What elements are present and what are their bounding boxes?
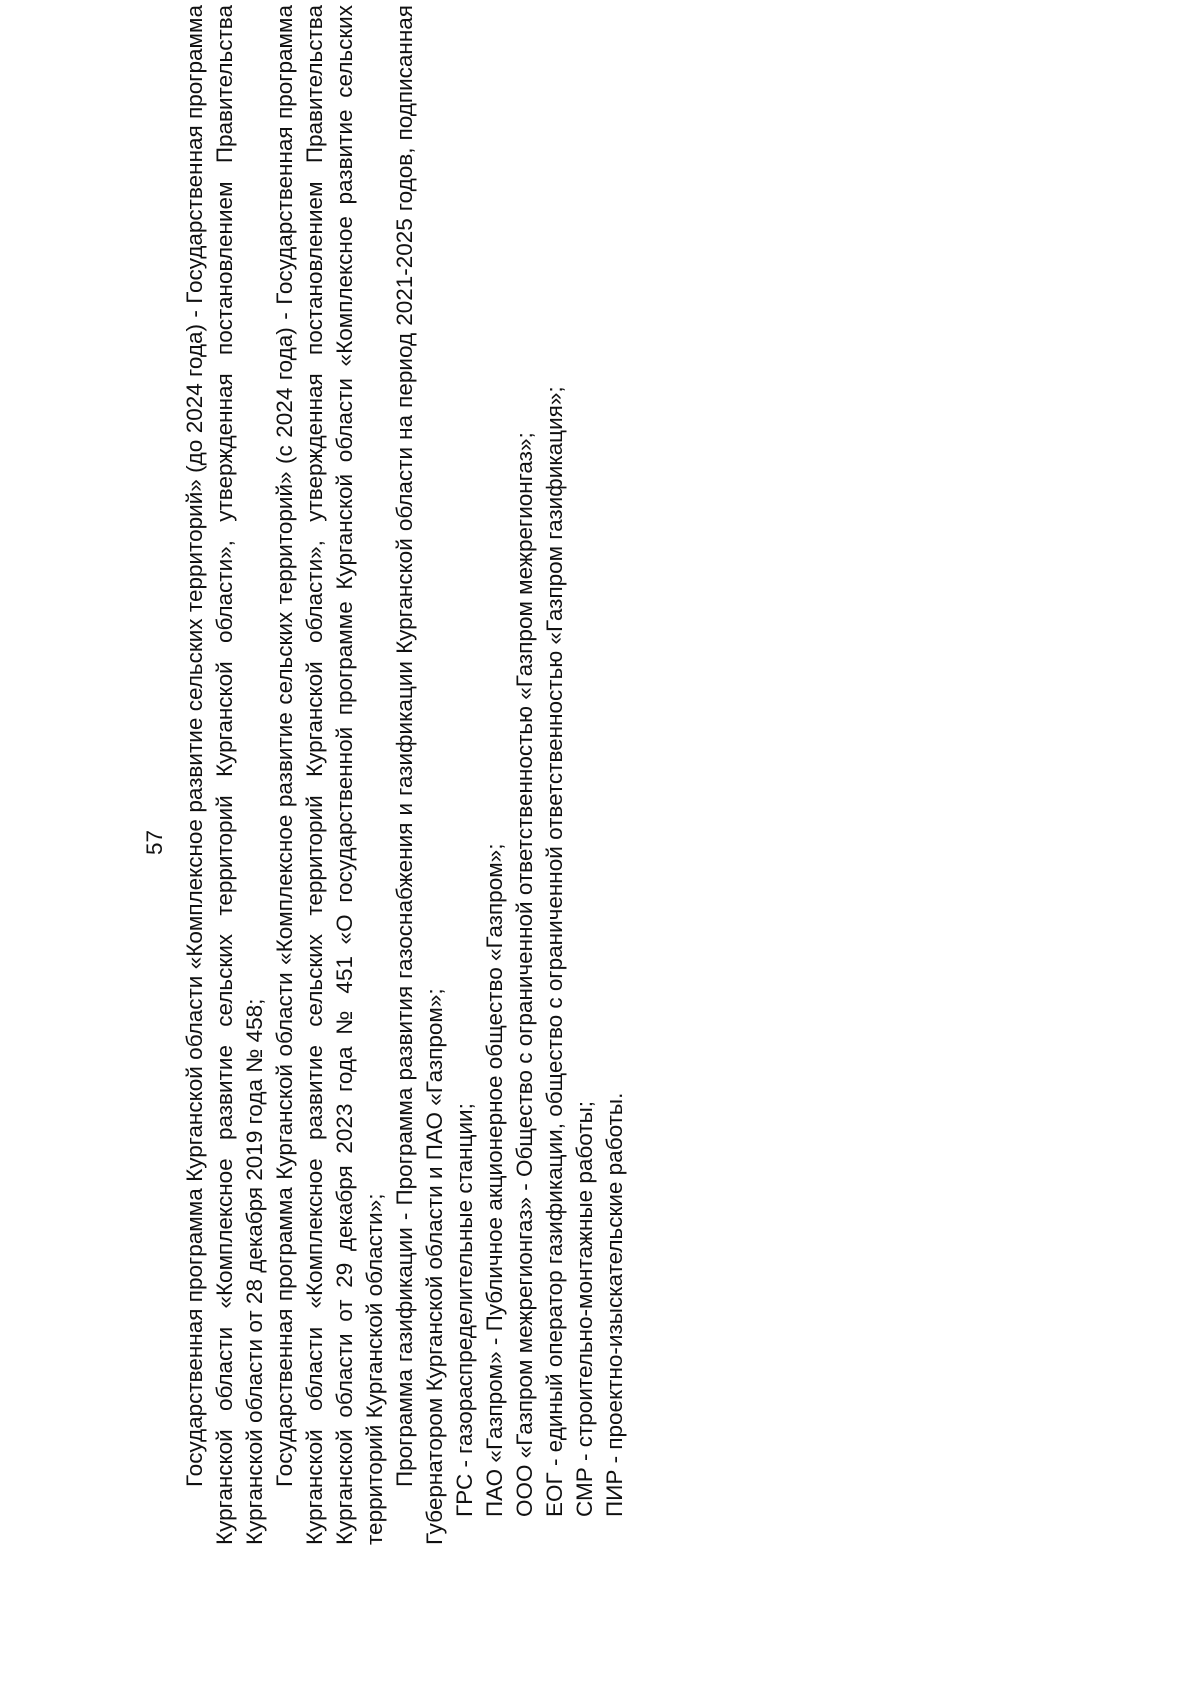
- page-number: 57: [142, 829, 167, 855]
- abbreviation-smr: СМР - строительно-монтажные работы;: [572, 1100, 597, 1517]
- document-body: [180, 5, 630, 1545]
- rotated-text-block: [142, 5, 700, 1545]
- abbreviation-ooo-mezhregiongaz: ООО «Газпром межрегионгаз» - Общество с ограниченной ответственностью «Газпром межрегионгаз»;: [512, 432, 537, 1517]
- abbreviation-pir: ПИР - проектно-изыскательские работы.: [602, 1092, 627, 1517]
- paragraph-program-from-2024: Государственная программа Курганской области «Комплексное развитие сельских территорий» (с 2024 года) - Государственная программа Курганской области «Комплексное развитие сельских территорий Курганской области», утвержденная постановлением Правительства Курганской области от 29 декабря 2023 года № 451 «О государственной программе Курганской области «Комплексное развитие сельских территорий Курганской области»;: [272, 5, 387, 1545]
- abbreviation-pao-gazprom: ПАО «Газпром» - Публичное акционерное общество «Газпром»;: [482, 843, 507, 1517]
- abbreviation-eog: ЕОГ - единый оператор газификации, общество с ограниченной ответственностью «Газпром газификация»;: [542, 386, 567, 1517]
- paragraph-gasification-program: Программа газификации - Программа развития газоснабжения и газификации Курганской области на период 2021-2025 годов, подписанная Губернатором Курганской области и ПАО «Газпром»;: [392, 5, 447, 1545]
- abbreviation-grs: ГРС - газораспределительные станции;: [452, 1103, 477, 1517]
- paragraph-program-before-2024: Государственная программа Курганской области «Комплексное развитие сельских территорий» (до 2024 года) - Государственная программа Курганской области «Комплексное развитие сельских территорий Курганской области», утвержденная постановлением Правительства Курганской области от 28 декабря 2019 года № 458;: [182, 5, 267, 1545]
